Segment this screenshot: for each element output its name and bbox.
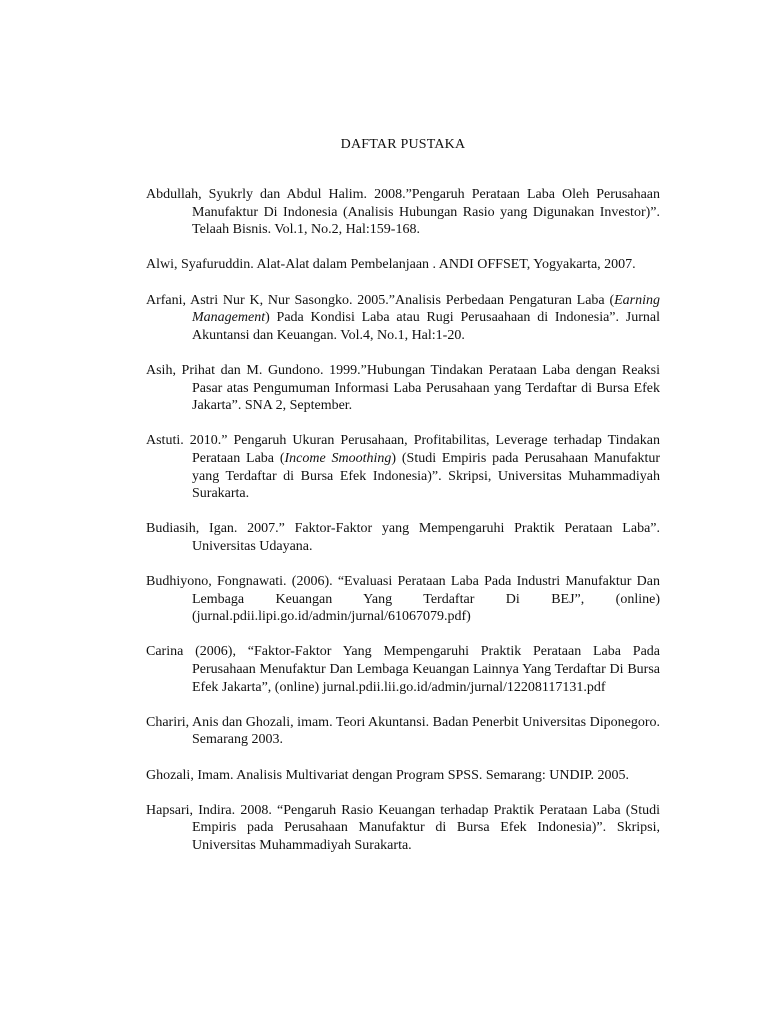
document-page — [146, 135, 660, 872]
reference-text: Astuti. 2010.” Pengaruh Ukuran Perusahaan, Profitabilitas, Leverage terhadap Tindakan Perataan Laba ( — [146, 433, 660, 466]
reference-item-ghozali — [146, 767, 660, 785]
reference-item-budhiyono — [146, 573, 660, 626]
reference-item-hapsari — [146, 802, 660, 855]
reference-text: ) Pada Kondisi Laba atau Rugi Perusaahaan di Indonesia”. Jurnal Akuntansi dan Keuangan. Vol.4, No.1, Hal:1-20. — [192, 310, 660, 343]
reference-text: Chariri, Anis dan Ghozali, imam. Teori Akuntansi. Badan Penerbit Universitas Diponegoro. Semarang 2003. — [146, 714, 660, 748]
reference-item-budiasih — [146, 520, 660, 555]
reference-text: Carina (2006), “Faktor-Faktor Yang Mempengaruhi Praktik Perataan Laba Pada Perusahaan Menufaktur Dan Lembaga Keuangan Lainnya Yang Terdaftar Di Bursa Efek Jakarta”, (online) jurnal.pdii.lii.go.id/admin/jurnal/12208117131.pdf — [146, 644, 660, 695]
reference-italic-term: Income Smoothing — [284, 450, 392, 466]
reference-text: Budhiyono, Fongnawati. (2006). “Evaluasi Perataan Laba Pada Industri Manufaktur Dan Lembaga Keuangan Yang Terdaftar Di BEJ”, (online) (jurnal.pdii.lipi.go.id/admin/jurnal/61067079.pdf) — [146, 574, 660, 625]
reference-item-arfani — [146, 292, 660, 345]
reference-item-carina — [146, 643, 660, 696]
reference-text: Ghozali, Imam. Analisis Multivariat dengan Program SPSS. Semarang: UNDIP. 2005. — [146, 767, 629, 783]
reference-item-alwi — [146, 256, 660, 274]
reference-text: Budiasih, Igan. 2007.” Faktor-Faktor yang Mempengaruhi Praktik Perataan Laba”. Universitas Udayana. — [146, 521, 660, 554]
reference-text: Arfani, Astri Nur K, Nur Sasongko. 2005.”Analisis Perbedaan Pengaturan Laba ( — [146, 292, 615, 308]
reference-text: ) (Studi Empiris pada Perusahaan Manufaktur yang Terdaftar di Bursa Efek Indonesia)”. Skripsi, Universitas Muhammadiyah Surakarta. — [192, 450, 660, 502]
reference-italic-term: Earning Management — [192, 292, 660, 326]
reference-text: Hapsari, Indira. 2008. “Pengaruh Rasio Keuangan terhadap Praktik Perataan Laba (Studi Empiris pada Perusahaan Manufaktur di Bursa Efek Indonesia)”. Skripsi, Universitas Muhammadiyah Surakarta. — [146, 802, 660, 853]
reference-item-asih — [146, 362, 660, 415]
reference-text: Asih, Prihat dan M. Gundono. 1999.”Hubungan Tindakan Perataan Laba dengan Reaksi Pasar atas Pengumuman Informasi Laba Perusahaan yang Terdaftar di Bursa Efek Jakarta”. SNA 2, September. — [146, 362, 660, 414]
reference-list — [146, 186, 660, 855]
reference-item-astuti — [146, 432, 660, 502]
reference-item-abdullah — [146, 186, 660, 239]
page-title: DAFTAR PUSTAKA — [340, 137, 466, 152]
reference-item-chariri — [146, 714, 660, 749]
reference-text: Abdullah, Syukrly dan Abdul Halim. 2008.”Pengaruh Perataan Laba Oleh Perusahaan Manufaktur Di Indonesia (Analisis Hubungan Rasio yang Digunakan Investor)”. Telaah Bisnis. Vol.1, No.2, Hal:159-168. — [146, 187, 660, 238]
reference-text: Alwi, Syafuruddin. Alat-Alat dalam Pembelanjaan . ANDI OFFSET, Yogyakarta, 2007. — [146, 257, 636, 273]
